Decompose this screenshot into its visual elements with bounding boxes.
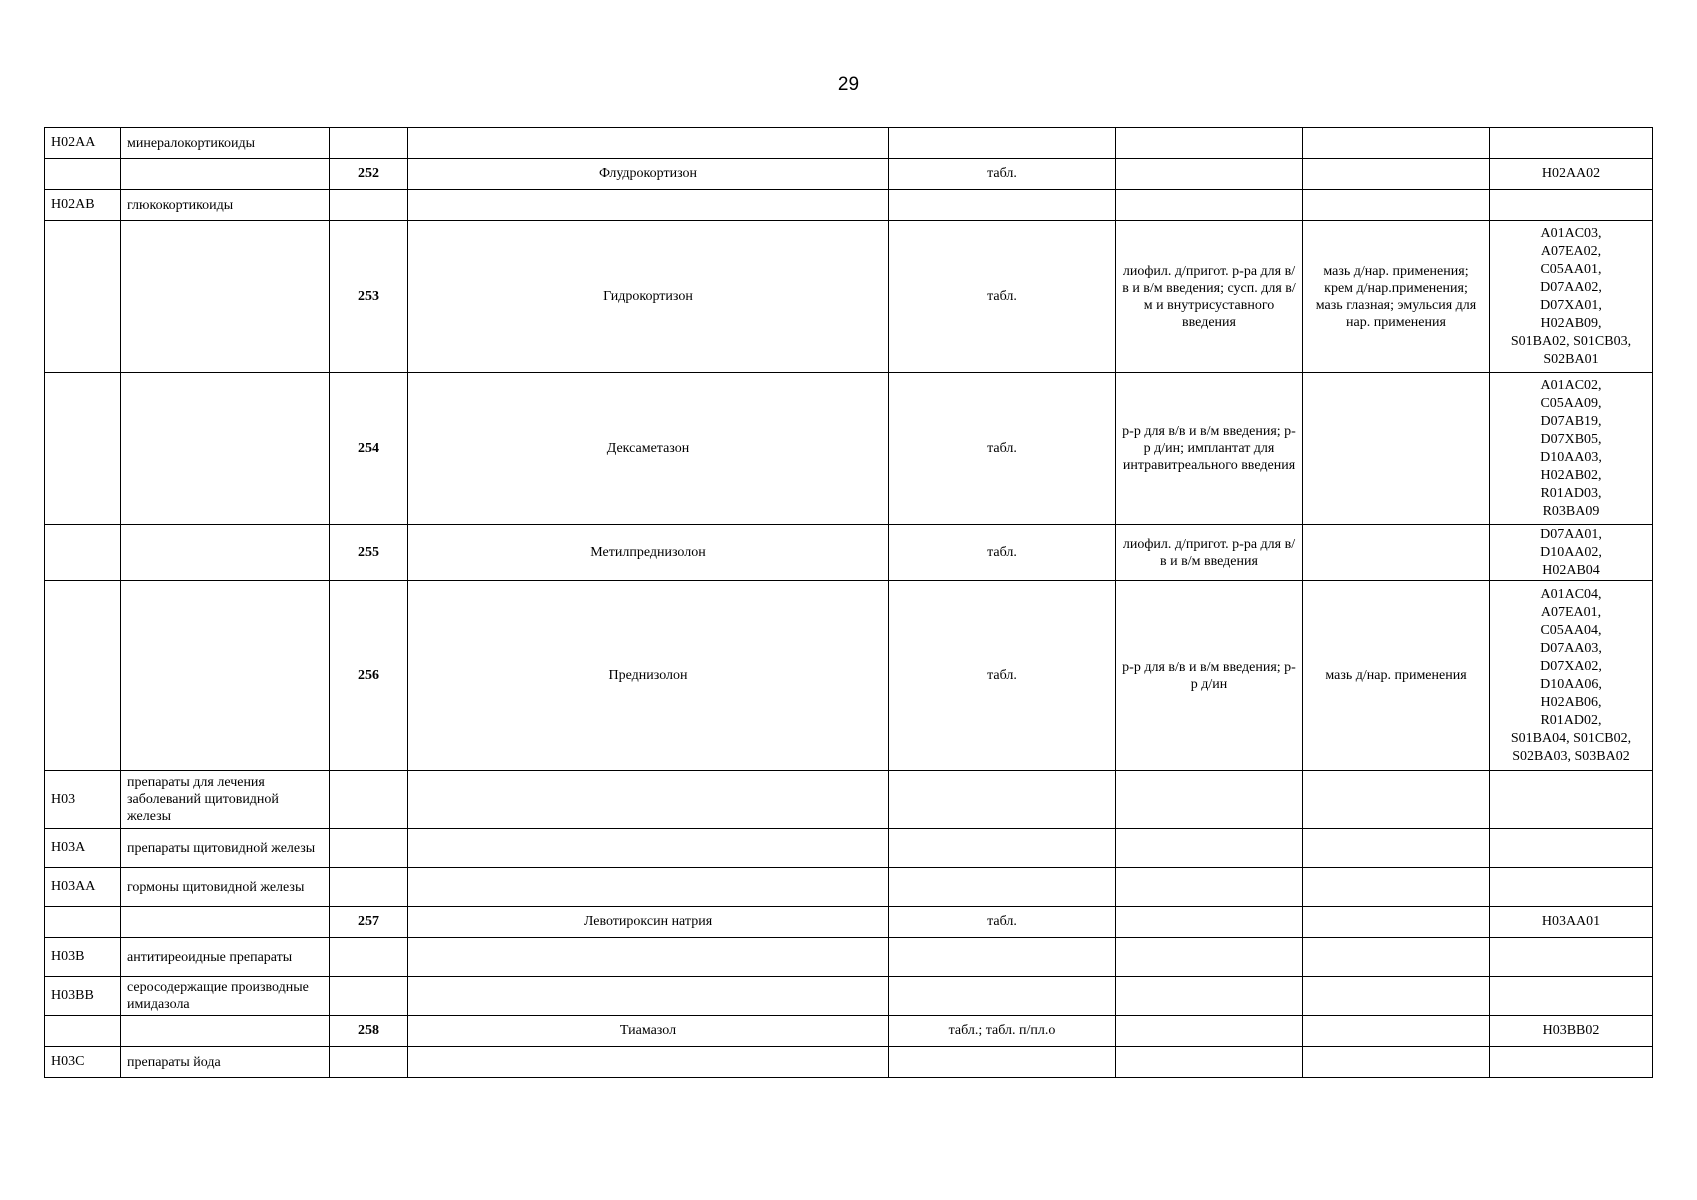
atc-code-line: S02BA03, S03BA02 <box>1512 748 1630 764</box>
drug-name: Флудрокортизон <box>408 159 889 190</box>
table-row <box>45 525 1653 581</box>
dosage-form-tablets <box>889 1047 1116 1078</box>
dosage-form-tablets <box>889 938 1116 977</box>
drug-name <box>408 1047 889 1078</box>
atc-code-line: D10AA06, <box>1540 676 1602 692</box>
dosage-form-injection: р-р для в/в и в/м введения; р-р д/ин <box>1116 581 1303 771</box>
row-number: 257 <box>330 907 408 938</box>
dosage-form-topical <box>1303 373 1490 525</box>
atc-group-name: препараты щитовидной железы <box>121 829 330 868</box>
row-number: 258 <box>330 1016 408 1047</box>
dosage-form-tablets <box>889 771 1116 829</box>
atc-codes <box>1490 829 1653 868</box>
drug-name: Тиамазол <box>408 1016 889 1047</box>
atc-group-name: препараты йода <box>121 1047 330 1078</box>
drug-name <box>408 868 889 907</box>
atc-code-line: H02AB02, <box>1540 467 1602 483</box>
table-row <box>45 159 1653 190</box>
table-row <box>45 581 1653 771</box>
dosage-form-tablets <box>889 868 1116 907</box>
atc-code-line: A07EA01, <box>1540 604 1602 620</box>
table-row <box>45 977 1653 1016</box>
dosage-form-tablets: табл. <box>889 907 1116 938</box>
atc-group-code: H03AA <box>45 868 121 907</box>
atc-code-line: D07AA01, <box>1540 526 1602 542</box>
atc-code-line: S01BA04, S01CB02, <box>1510 730 1632 746</box>
atc-group-code: H02AB <box>45 190 121 221</box>
atc-code-line: D07XA01, <box>1540 297 1602 313</box>
atc-group-code <box>45 581 121 771</box>
atc-code-line: H03BB02 <box>1542 1023 1600 1038</box>
atc-code-line: D07XA02, <box>1540 658 1602 674</box>
atc-group-code: H03B <box>45 938 121 977</box>
atc-code-line: D07AA02, <box>1540 279 1602 295</box>
atc-group-code: H03BB <box>45 977 121 1016</box>
atc-code-line: C05AA01, <box>1540 261 1602 277</box>
dosage-form-injection <box>1116 190 1303 221</box>
atc-group-name <box>121 907 330 938</box>
atc-code-line: C05AA04, <box>1540 622 1602 638</box>
drug-name: Дексаметазон <box>408 373 889 525</box>
row-number: 252 <box>330 159 408 190</box>
atc-code-line: H02AB04 <box>1542 562 1600 578</box>
table-row <box>45 1016 1653 1047</box>
atc-group-name: минералокортикоиды <box>121 128 330 159</box>
atc-code-line: H02AB06, <box>1540 694 1602 710</box>
atc-codes <box>1490 1047 1653 1078</box>
dosage-form-injection <box>1116 771 1303 829</box>
table-row <box>45 1047 1653 1078</box>
atc-codes <box>1490 159 1653 190</box>
atc-code-line: D07XB05, <box>1540 431 1602 447</box>
dosage-form-tablets: табл.; табл. п/пл.о <box>889 1016 1116 1047</box>
atc-codes <box>1490 190 1653 221</box>
atc-codes <box>1490 1016 1653 1047</box>
dosage-form-injection: лиофил. д/пригот. р-ра для в/в и в/м введения <box>1116 525 1303 581</box>
drug-name <box>408 977 889 1016</box>
atc-code-line: R03BA09 <box>1542 503 1600 519</box>
row-number: 255 <box>330 525 408 581</box>
atc-group-name: глюкокортикоиды <box>121 190 330 221</box>
dosage-form-topical <box>1303 159 1490 190</box>
dosage-form-tablets <box>889 190 1116 221</box>
dosage-form-topical <box>1303 868 1490 907</box>
atc-codes <box>1490 771 1653 829</box>
dosage-form-tablets: табл. <box>889 221 1116 373</box>
atc-code-line: A07EA02, <box>1540 243 1602 259</box>
dosage-form-injection <box>1116 1016 1303 1047</box>
atc-group-code <box>45 373 121 525</box>
dosage-form-injection <box>1116 907 1303 938</box>
dosage-form-injection <box>1116 1047 1303 1078</box>
atc-code-line: R01AD02, <box>1540 712 1602 728</box>
atc-code-line: A01AC03, <box>1540 225 1602 241</box>
atc-group-name <box>121 373 330 525</box>
drug-name <box>408 829 889 868</box>
dosage-form-injection: лиофил. д/пригот. р-ра для в/в и в/м введения; сусп. для в/м и внутрисуставного введения <box>1116 221 1303 373</box>
row-number: 256 <box>330 581 408 771</box>
row-number <box>330 1047 408 1078</box>
atc-group-name: гормоны щитовидной железы <box>121 868 330 907</box>
atc-code-line: S01BA02, S01CB03, <box>1510 333 1632 349</box>
row-number: 254 <box>330 373 408 525</box>
atc-code-line: H03AA01 <box>1541 914 1601 929</box>
dosage-form-injection <box>1116 977 1303 1016</box>
row-number <box>330 829 408 868</box>
atc-group-code: H02AA <box>45 128 121 159</box>
table-row <box>45 907 1653 938</box>
atc-code-line: A01AC02, <box>1540 377 1602 393</box>
atc-group-code <box>45 1016 121 1047</box>
dosage-form-topical: мазь д/нар. применения <box>1303 581 1490 771</box>
dosage-form-injection <box>1116 938 1303 977</box>
atc-codes <box>1490 977 1653 1016</box>
dosage-form-topical: мазь д/нар. применения; крем д/нар.применения; мазь глазная; эмульсия для нар. применения <box>1303 221 1490 373</box>
dosage-form-injection: р-р для в/в и в/м введения; р-р д/ин; имплантат для интравитреального введения <box>1116 373 1303 525</box>
table-row <box>45 128 1653 159</box>
dosage-form-tablets: табл. <box>889 159 1116 190</box>
dosage-form-topical <box>1303 907 1490 938</box>
dosage-form-topical <box>1303 190 1490 221</box>
dosage-form-injection <box>1116 128 1303 159</box>
atc-group-code <box>45 221 121 373</box>
dosage-form-injection <box>1116 829 1303 868</box>
table-row <box>45 771 1653 829</box>
atc-code-line: C05AA09, <box>1540 395 1602 411</box>
dosage-form-tablets <box>889 829 1116 868</box>
atc-code-line: D07AB19, <box>1540 413 1602 429</box>
dosage-form-topical <box>1303 977 1490 1016</box>
row-number: 253 <box>330 221 408 373</box>
dosage-form-topical <box>1303 771 1490 829</box>
drug-table <box>44 127 1653 1078</box>
atc-group-name: серосодержащие производные имидазола <box>121 977 330 1016</box>
atc-code-line: D10AA03, <box>1540 449 1602 465</box>
atc-group-name <box>121 159 330 190</box>
table-row <box>45 938 1653 977</box>
dosage-form-injection <box>1116 868 1303 907</box>
table-row <box>45 221 1653 373</box>
atc-code-line: H02AA02 <box>1541 166 1601 181</box>
row-number <box>330 868 408 907</box>
table-row <box>45 373 1653 525</box>
atc-code-line: R01AD03, <box>1540 485 1602 501</box>
atc-codes <box>1490 373 1653 525</box>
atc-group-name <box>121 525 330 581</box>
atc-code-line: D10AA02, <box>1540 544 1602 560</box>
dosage-form-topical <box>1303 525 1490 581</box>
drug-name: Гидрокортизон <box>408 221 889 373</box>
table-row <box>45 829 1653 868</box>
atc-code-line: H02AB09, <box>1540 315 1602 331</box>
atc-code-line: S02BA01 <box>1543 351 1599 367</box>
atc-code-line: D07AA03, <box>1540 640 1602 656</box>
atc-codes <box>1490 221 1653 373</box>
dosage-form-topical <box>1303 938 1490 977</box>
atc-group-code <box>45 525 121 581</box>
atc-codes <box>1490 938 1653 977</box>
dosage-form-topical <box>1303 1016 1490 1047</box>
atc-group-name <box>121 221 330 373</box>
dosage-form-tablets: табл. <box>889 581 1116 771</box>
dosage-form-tablets <box>889 977 1116 1016</box>
table-body <box>45 128 1653 1078</box>
atc-codes <box>1490 525 1653 581</box>
atc-group-code: H03 <box>45 771 121 829</box>
atc-group-code <box>45 159 121 190</box>
drug-name: Метилпреднизолон <box>408 525 889 581</box>
row-number <box>330 977 408 1016</box>
row-number <box>330 771 408 829</box>
dosage-form-injection <box>1116 159 1303 190</box>
atc-codes <box>1490 128 1653 159</box>
dosage-form-tablets <box>889 128 1116 159</box>
page-number: 29 <box>837 74 860 95</box>
atc-codes <box>1490 581 1653 771</box>
atc-group-name <box>121 581 330 771</box>
atc-code-line: A01AC04, <box>1540 586 1602 602</box>
atc-codes <box>1490 868 1653 907</box>
dosage-form-tablets: табл. <box>889 373 1116 525</box>
table-row <box>45 190 1653 221</box>
atc-group-name: препараты для лечения заболеваний щитовидной железы <box>121 771 330 829</box>
atc-group-code: H03A <box>45 829 121 868</box>
drug-name <box>408 771 889 829</box>
atc-group-name <box>121 1016 330 1047</box>
dosage-form-topical <box>1303 128 1490 159</box>
drug-name <box>408 190 889 221</box>
row-number <box>330 938 408 977</box>
dosage-form-topical <box>1303 1047 1490 1078</box>
atc-group-name: антитиреоидные препараты <box>121 938 330 977</box>
drug-name: Преднизолон <box>408 581 889 771</box>
atc-group-code <box>45 907 121 938</box>
atc-group-code: H03C <box>45 1047 121 1078</box>
table-row <box>45 868 1653 907</box>
row-number <box>330 190 408 221</box>
drug-name: Левотироксин натрия <box>408 907 889 938</box>
dosage-form-tablets: табл. <box>889 525 1116 581</box>
dosage-form-topical <box>1303 829 1490 868</box>
row-number <box>330 128 408 159</box>
drug-name <box>408 938 889 977</box>
atc-codes <box>1490 907 1653 938</box>
drug-name <box>408 128 889 159</box>
